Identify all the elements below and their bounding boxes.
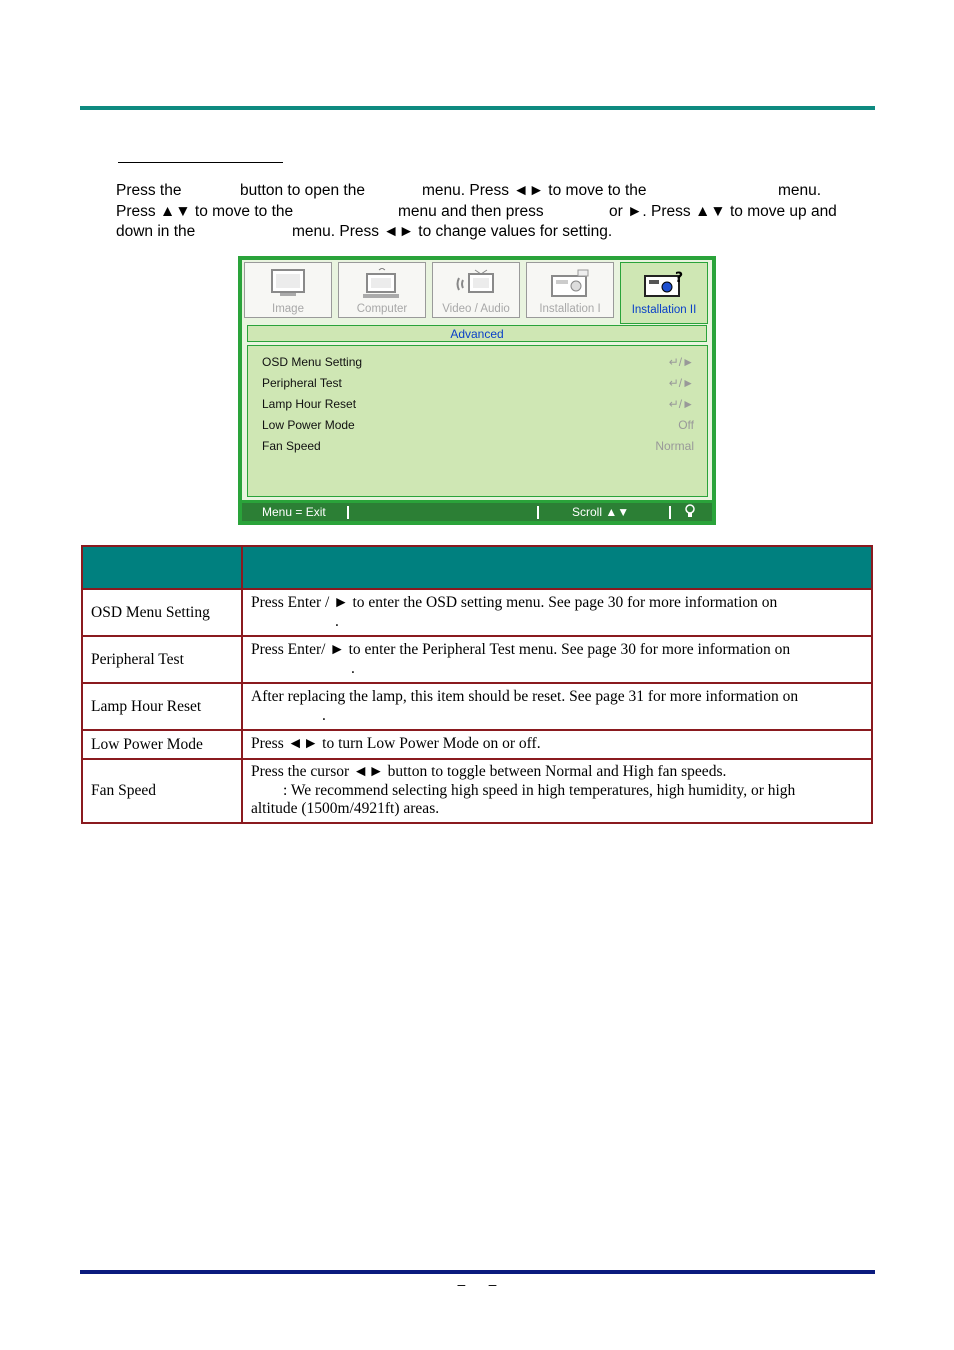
tab-video-audio[interactable] xyxy=(432,262,520,318)
description-line: altitude (1500m/4921ft) areas. xyxy=(251,800,440,818)
intro-line-1 xyxy=(116,181,876,202)
intro-text: menu. Press ◄► to move to the xyxy=(422,182,647,199)
osd-item-value: Off xyxy=(678,418,694,432)
description-line: Press Enter / ► to enter the OSD setting menu. See page 30 for more information on xyxy=(251,594,778,611)
osd-item-fan-speed[interactable] xyxy=(262,436,694,456)
footer-separator xyxy=(347,506,349,519)
osd-item-value: ↵/► xyxy=(668,397,694,411)
row-item-name: Fan Speed xyxy=(82,759,242,823)
computer-icon xyxy=(361,268,403,305)
description-line: Press ◄► to turn Low Power Mode on or off. xyxy=(251,735,541,753)
row-item-name: Low Power Mode xyxy=(82,730,242,759)
osd-item-value: ↵/► xyxy=(668,355,694,369)
description-line: . xyxy=(322,706,326,724)
description-line: . xyxy=(351,659,355,677)
osd-item-low-power-mode[interactable] xyxy=(262,415,694,435)
osd-footer-bar xyxy=(242,503,712,521)
osd-item-name: Lamp Hour Reset xyxy=(262,397,357,411)
row-item-name: Peripheral Test xyxy=(82,636,242,683)
intro-paragraph xyxy=(116,181,876,243)
table-header-cell xyxy=(82,546,242,589)
intro-text: Press the xyxy=(116,182,182,199)
osd-item-name: Peripheral Test xyxy=(262,376,342,390)
description-line: : We recommend selecting high speed in high temperatures, high humidity, or high xyxy=(283,781,796,799)
osd-item-name: Low Power Mode xyxy=(262,418,355,432)
installation-2-icon xyxy=(641,268,687,305)
intro-text: Press ▲▼ to move to the xyxy=(116,202,294,220)
footer-rule xyxy=(80,1270,875,1274)
video-audio-icon xyxy=(455,268,497,305)
intro-text: down in the xyxy=(116,223,196,240)
row-item-name: OSD Menu Setting xyxy=(82,589,242,636)
image-icon xyxy=(270,268,306,303)
svg-text:?: ? xyxy=(675,270,684,286)
subtab-advanced[interactable]: Advanced xyxy=(247,325,707,342)
footer-separator xyxy=(537,506,539,519)
footer-separator xyxy=(669,506,671,519)
installation-1-icon xyxy=(548,268,592,305)
osd-item-name: Fan Speed xyxy=(262,439,321,453)
tab-image[interactable] xyxy=(244,262,332,318)
tab-installation-2[interactable] xyxy=(620,262,708,324)
row-description xyxy=(242,589,872,636)
osd-item-name: OSD Menu Setting xyxy=(262,355,363,369)
row-item-name: Lamp Hour Reset xyxy=(82,683,242,730)
intro-line-2 xyxy=(116,202,876,223)
osd-menu-screenshot xyxy=(238,256,716,525)
row-description xyxy=(242,759,872,823)
row-description xyxy=(242,636,872,683)
table-row xyxy=(82,636,872,683)
description-line: Press Enter/ ► to enter the Peripheral Test menu. See page 30 for more information on xyxy=(251,641,791,658)
help-bulb-icon xyxy=(684,504,696,523)
tab-label: Image xyxy=(272,303,304,315)
description-line: Press the cursor ◄► button to toggle between Normal and High fan speeds. xyxy=(251,763,727,781)
settings-description-table xyxy=(81,545,873,824)
table-header-cell xyxy=(242,546,872,589)
description-line: . xyxy=(335,612,339,630)
tab-label: Video / Audio xyxy=(442,303,510,315)
intro-text: menu. Press ◄► to change values for setting. xyxy=(292,223,613,240)
table-header-row xyxy=(82,546,872,589)
row-description xyxy=(242,730,872,759)
page-number: – – xyxy=(457,1276,497,1292)
table-row xyxy=(82,730,872,759)
osd-settings-panel xyxy=(247,345,708,497)
osd-item-osd-menu-setting[interactable] xyxy=(262,352,694,372)
table-row xyxy=(82,759,872,823)
description-line: After replacing the lamp, this item should be reset. See page 31 for more information on xyxy=(251,688,799,705)
table-row xyxy=(82,683,872,730)
tab-label: Installation I xyxy=(539,303,601,315)
intro-text: or ►. Press ▲▼ to move up and xyxy=(609,202,837,220)
header-rule xyxy=(80,106,875,110)
section-title-underline xyxy=(118,162,283,163)
tab-installation-1[interactable] xyxy=(526,262,614,318)
osd-item-value: ↵/► xyxy=(668,376,694,390)
osd-item-peripheral-test[interactable] xyxy=(262,373,694,393)
osd-item-lamp-hour-reset[interactable] xyxy=(262,394,694,414)
intro-text: button to open the xyxy=(240,182,365,199)
osd-body xyxy=(242,260,712,500)
tab-label: Installation II xyxy=(631,304,697,316)
intro-text: menu. xyxy=(778,182,822,199)
menu-exit-hint: Menu = Exit xyxy=(262,505,326,519)
table-row xyxy=(82,589,872,636)
intro-line-3 xyxy=(116,222,876,243)
row-description xyxy=(242,683,872,730)
scroll-hint: Scroll ▲▼ xyxy=(572,505,630,519)
tab-computer[interactable] xyxy=(338,262,426,318)
intro-text: menu and then press xyxy=(398,202,544,220)
osd-item-value: Normal xyxy=(655,439,694,453)
tab-label: Computer xyxy=(356,303,408,315)
